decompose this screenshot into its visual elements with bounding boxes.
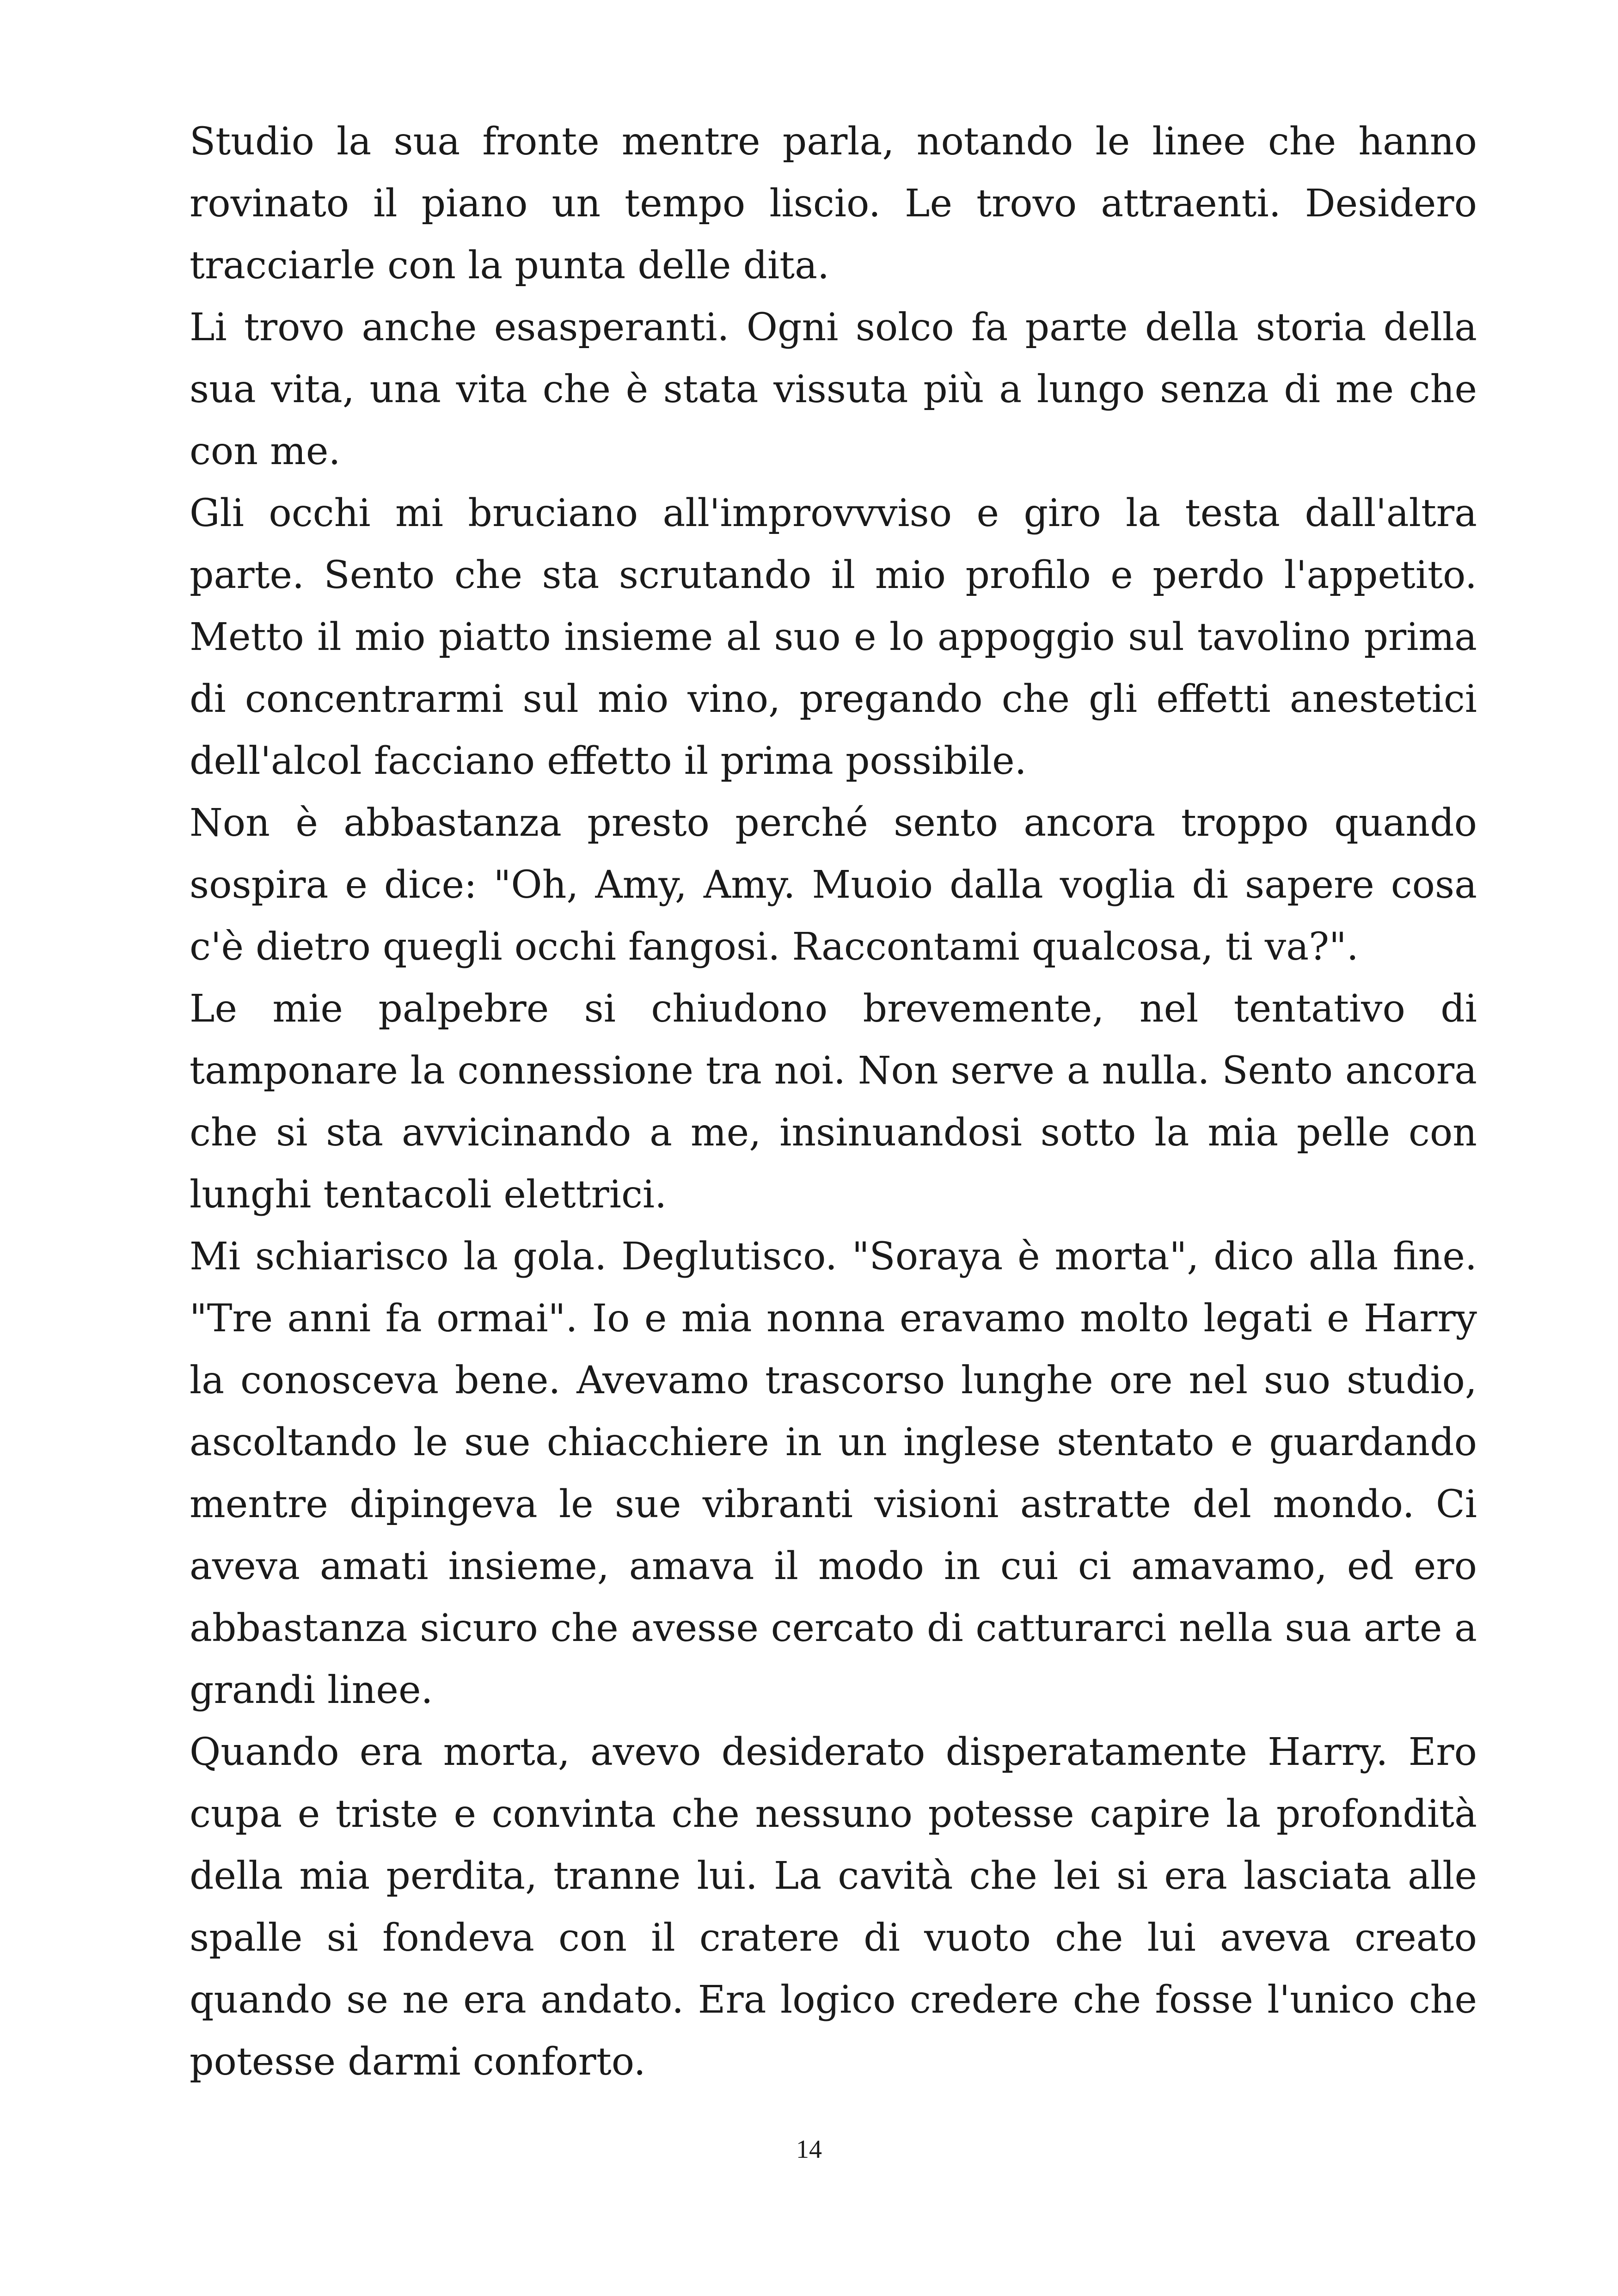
paragraph-6: Mi schiarisco la gola. Deglutisco. "Soraya è morta", dico alla fine. "Tre anni fa ormai". Io e mia nonna eravamo molto legati e Harry la conosceva bene. Avevamo trascorso lunghe ore nel suo studio, ascoltando le sue chiacchiere in un inglese stentato e guardando mentre dipingeva le sue vibranti visioni astratte del mondo. Ci aveva amati insieme, amava il modo in cui ci amavamo, ed ero abbastanza sicuro che avesse cercato di catturarci nella sua arte a grandi linee. <box>190 1235 1477 1712</box>
paragraph-1: Studio la sua fronte mentre parla, notando le linee che hanno rovinato il piano un tempo liscio. Le trovo attraenti. Desidero tracciarle con la punta delle dita. <box>190 120 1477 288</box>
paragraph-2: Li trovo anche esasperanti. Ogni solco fa parte della storia della sua vita, una vita che è stata vissuta più a lungo senza di me che con me. <box>190 306 1477 473</box>
paragraph-3: Gli occhi mi bruciano all'improvvviso e giro la testa dall'altra parte. Sento che sta scrutando il mio profilo e perdo l'appetito. Metto il mio piatto insieme al suo e lo appoggio sul tavolino prima di concentrarmi sul mio vino, pregando che gli effetti anestetici dell'alcol facciano effetto il prima possibile. <box>190 491 1477 783</box>
paragraph-5: Le mie palpebre si chiudono brevemente, nel tentativo di tamponare la connessione tra noi. Non serve a nulla. Sento ancora che si sta avvicinando a me, insinuandosi sotto la mia pelle con lunghi tentacoli elettrici. <box>190 987 1477 1217</box>
paragraph-4: Non è abbastanza presto perché sento ancora troppo quando sospira e dice: "Oh, Amy, Amy. Muoio dalla voglia di sapere cosa c'è dietro quegli occhi fangosi. Raccontami qualcosa, ti va?". <box>190 801 1477 969</box>
body-text <box>190 111 1477 2093</box>
page-number: 14 <box>796 2135 822 2164</box>
paragraph-7: Quando era morta, avevo desiderato disperatamente Harry. Ero cupa e triste e convinta che nessuno potesse capire la profondità della mia perdita, tranne lui. La cavità che lei si era lasciata alle spalle si fondeva con il cratere di vuoto che lui aveva creato quando se ne era andato. Era logico credere che fosse l'unico che potesse darmi conforto. <box>190 1730 1477 2084</box>
